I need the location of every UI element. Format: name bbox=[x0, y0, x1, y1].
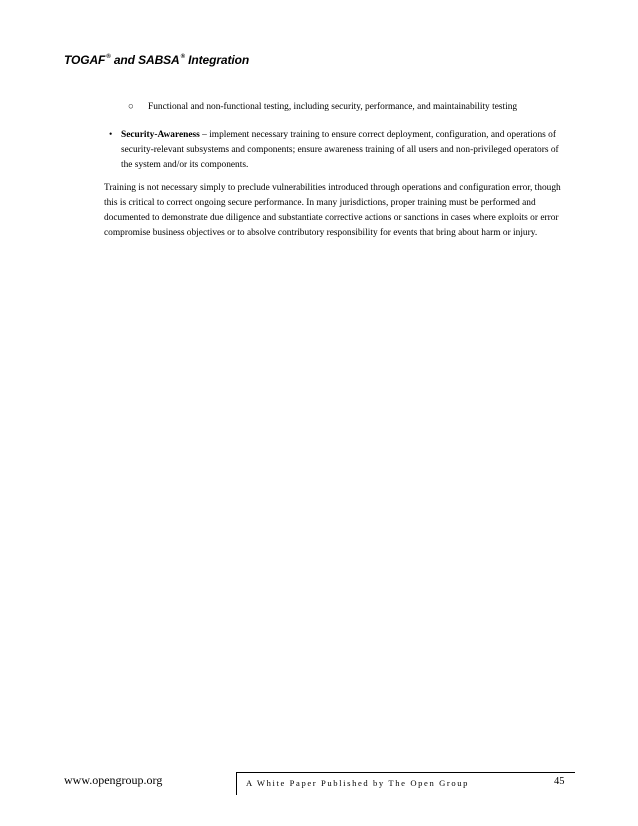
training-paragraph: Training is not necessary simply to preclude vulnerabilities introduced through operations and configuration error, though this is critical to correct ongoing secure performance. In many jurisdictions, proper training must be performed and documented to demonstrate due diligence and substantiate corrective actions or sanctions in cases where exploits or error compromise business objectives or to absolve contributory responsibility for events that bring about harm or injury. bbox=[104, 183, 561, 238]
dot-bullet-icon: • bbox=[109, 130, 113, 140]
bullet-term: Security-Awareness bbox=[121, 130, 200, 140]
header-sabsa: and SABSA bbox=[110, 53, 180, 67]
bullet-description: – implement necessary training to ensure correct deployment, configuration, and operations of security-relevant subsystems and components; ensure awareness training of all users and non-privileged operators of the system and/or its components. bbox=[121, 130, 559, 170]
footer-website-link[interactable]: www.opengroup.org bbox=[64, 773, 163, 787]
sub-bullet-text: Functional and non-functional testing, including security, performance, and maintainability testing bbox=[148, 102, 518, 112]
header-togaf: TOGAF bbox=[64, 53, 106, 67]
header-integration: Integration bbox=[184, 53, 250, 67]
circle-bullet-icon: ○ bbox=[128, 102, 134, 112]
page-header bbox=[64, 53, 249, 67]
bullet-item-security-awareness bbox=[109, 128, 561, 173]
registered-mark: ® bbox=[106, 54, 111, 60]
footer-publisher: A White Paper Published by The Open Group bbox=[246, 778, 470, 788]
registered-mark: ® bbox=[180, 54, 185, 60]
page-number: 45 bbox=[554, 776, 565, 787]
